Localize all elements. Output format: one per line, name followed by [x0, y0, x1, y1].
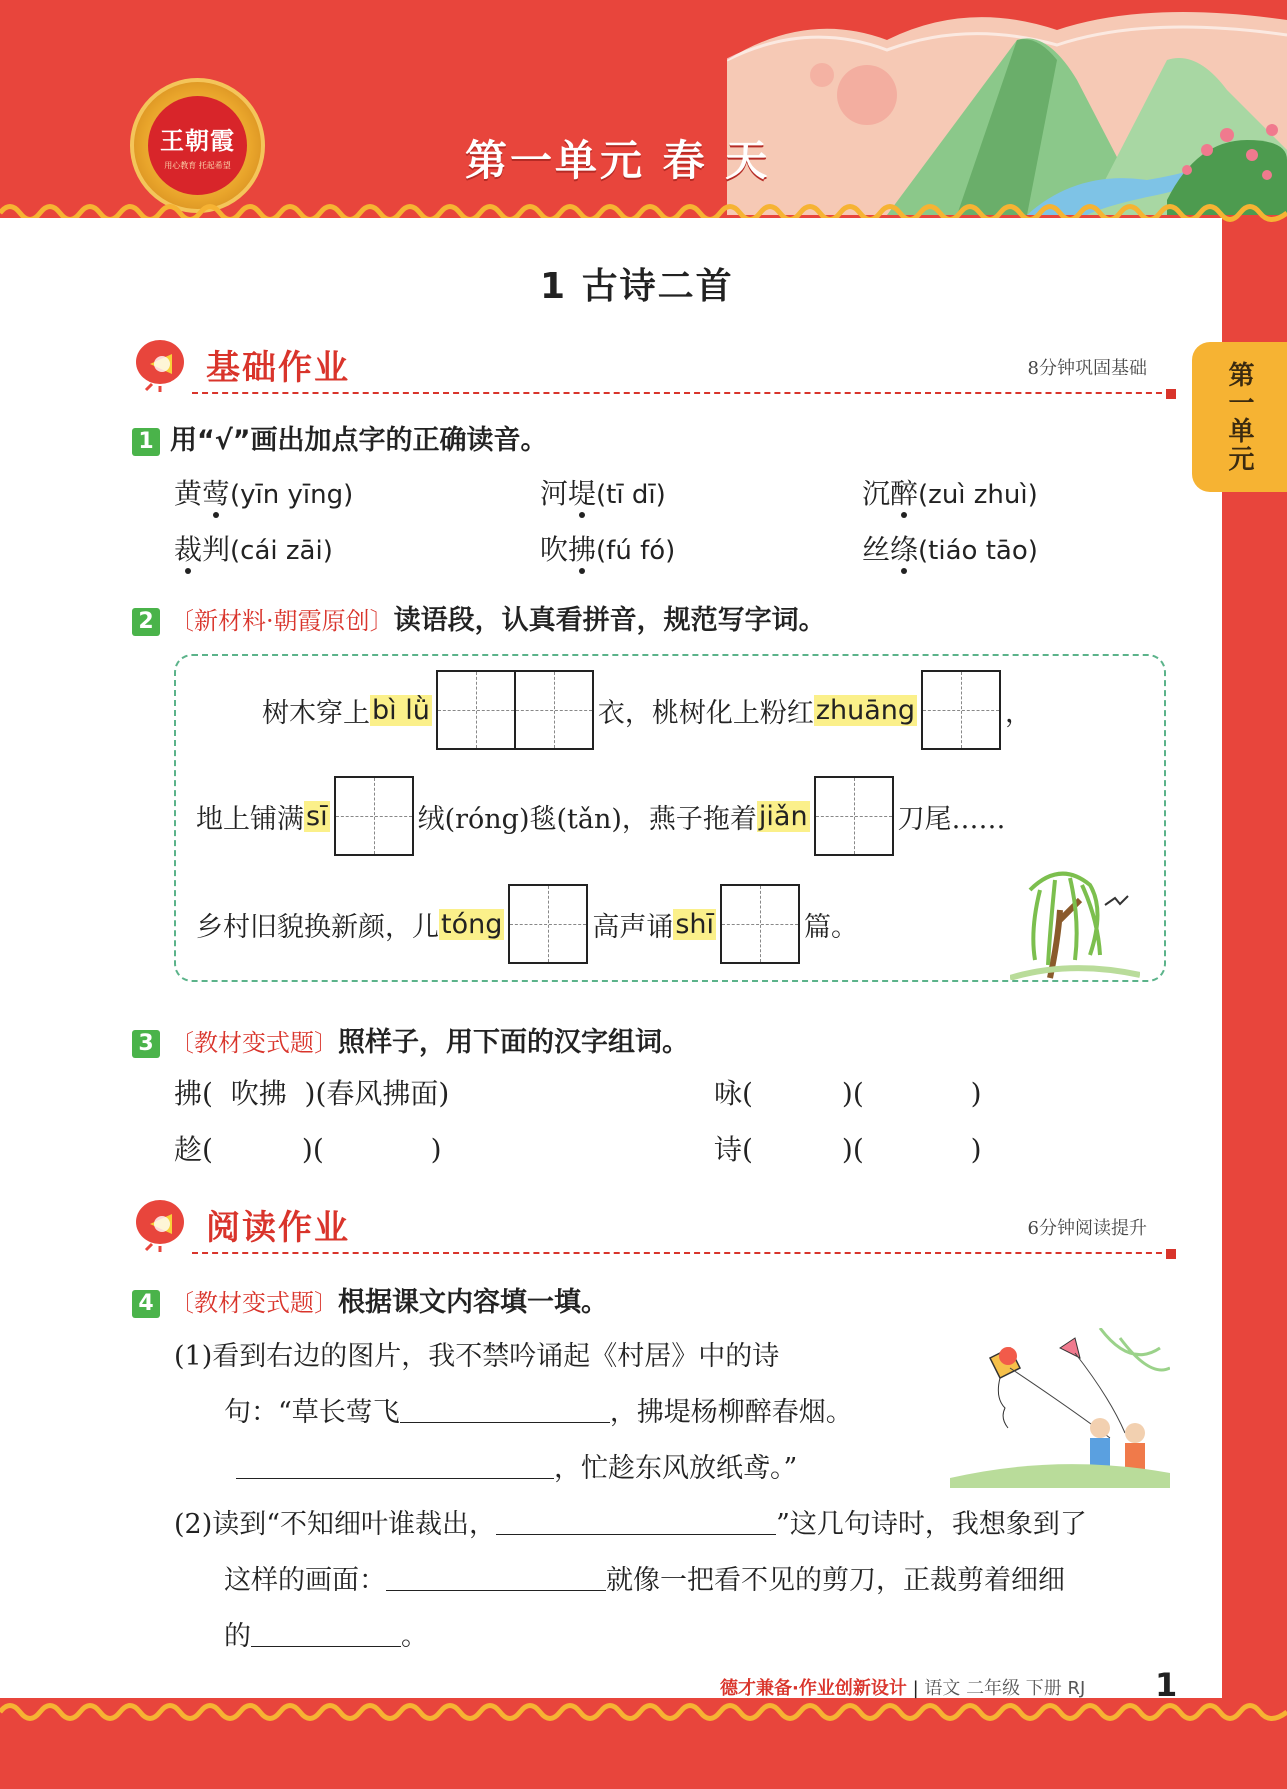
word-row[interactable]: 拂( 吹拂 )(春风拂面): [174, 1077, 450, 1110]
question-number: 4: [132, 1290, 160, 1318]
pinyin-item: 吹拂(fú fó): [540, 533, 676, 566]
answer-line: (2)读到“不知细叶谁裁出， ”这几句诗时，我想象到了: [174, 1509, 1087, 1540]
question-3: [132, 1020, 689, 1059]
pinyin-item: 裁判(cái zāi): [174, 533, 333, 566]
logo-tagline: 用心教育 托起希望: [164, 160, 231, 170]
section-reading-header: [132, 1194, 1172, 1254]
landscape-illustration: [727, 0, 1287, 215]
question-text: 读语段，认真看拼音，规范写字词。: [393, 605, 826, 636]
writing-grid[interactable]: [514, 670, 594, 750]
question-tag: 〔教材变式题〕: [170, 1029, 338, 1057]
logo-name: 王朝霞: [160, 125, 235, 155]
section-divider: [192, 392, 1172, 394]
lantern-icon: [132, 334, 190, 392]
section-reading-title: 阅读作业: [206, 1208, 350, 1248]
section-basic-note: 8分钟巩固基础: [1027, 358, 1147, 379]
question-text: 照样子，用下面的汉字组词。: [338, 1027, 689, 1058]
section-basic-header: [132, 334, 1172, 394]
answer-line: ，忙趁东风放纸鸢。”: [236, 1446, 797, 1485]
word-row[interactable]: 趁( )( ): [174, 1133, 442, 1166]
blank-field[interactable]: [251, 1620, 401, 1647]
writing-grid[interactable]: [814, 776, 894, 856]
blank-field[interactable]: [236, 1452, 554, 1479]
answer-line: (1)看到右边的图片，我不禁吟诵起《村居》中的诗: [174, 1341, 780, 1372]
pinyin-item: 丝绦(tiáo tāo): [862, 533, 1038, 566]
question-tag: 〔新材料·朝霞原创〕: [170, 607, 394, 635]
unit-side-tab: 第一单元: [1192, 342, 1287, 492]
lesson-title: 1 古诗二首: [540, 266, 734, 307]
pinyin-item: 河堤(tī dī): [540, 477, 666, 510]
question-number: 3: [132, 1030, 160, 1058]
writing-grid[interactable]: [508, 884, 588, 964]
unit-title: 第一单元 春 天: [465, 136, 771, 185]
willow-tree-illustration: [1010, 860, 1140, 980]
publisher-logo: [130, 78, 265, 213]
passage-line: 地上铺满 sī 绒(róng)毯(tǎn)，燕子拖着 jiǎn 刀尾……: [196, 776, 1006, 856]
writing-grid[interactable]: [334, 776, 414, 856]
pinyin-item: 黄莺(yīn yīng): [174, 477, 354, 510]
question-text: 根据课文内容填一填。: [338, 1287, 608, 1318]
question-1: [132, 418, 548, 457]
writing-grid[interactable]: [436, 670, 516, 750]
lantern-icon: [132, 1194, 190, 1252]
answer-line: 句：“草长莺飞 ，拂堤杨柳醉春烟。: [224, 1397, 853, 1428]
question-number: 2: [132, 608, 160, 636]
question-4: [132, 1280, 608, 1319]
blank-field[interactable]: [496, 1508, 776, 1535]
writing-grid[interactable]: [720, 884, 800, 964]
question-text: 用“√”画出加点字的正确读音。: [170, 425, 548, 456]
blank-field[interactable]: [386, 1564, 606, 1591]
writing-grid[interactable]: [921, 670, 1001, 750]
bottom-wave-border: [0, 1695, 1287, 1729]
word-row[interactable]: 咏( )( ): [714, 1077, 982, 1110]
word-row[interactable]: 诗( )( ): [714, 1133, 982, 1166]
passage-line: 乡村旧貌换新颜，儿 tóng 高声诵 shī 篇。: [196, 884, 858, 964]
question-2: [132, 598, 826, 637]
blank-field[interactable]: [400, 1396, 610, 1423]
page-header: [0, 0, 1287, 215]
section-reading-note: 6分钟阅读提升: [1027, 1218, 1147, 1239]
section-basic-title: 基础作业: [206, 348, 350, 388]
answer-line: 的 。: [224, 1621, 428, 1652]
passage-line: 树木穿上 bì lǜ 衣，桃树化上粉红 zhuāng ，: [262, 670, 1032, 750]
page-number: 1: [1155, 1666, 1178, 1704]
footer-info: 德才兼备·作业创新设计 | 语文 二年级 下册 RJ: [720, 1678, 1086, 1699]
answer-line: 这样的画面： 就像一把看不见的剪刀，正裁剪着细细: [224, 1565, 1065, 1596]
question-tag: 〔教材变式题〕: [170, 1289, 338, 1317]
kite-flying-illustration: [950, 1328, 1170, 1488]
pinyin-item: 沉醉(zuì zhuì): [862, 477, 1038, 510]
question-number: 1: [132, 428, 160, 456]
section-divider: [192, 1252, 1172, 1254]
